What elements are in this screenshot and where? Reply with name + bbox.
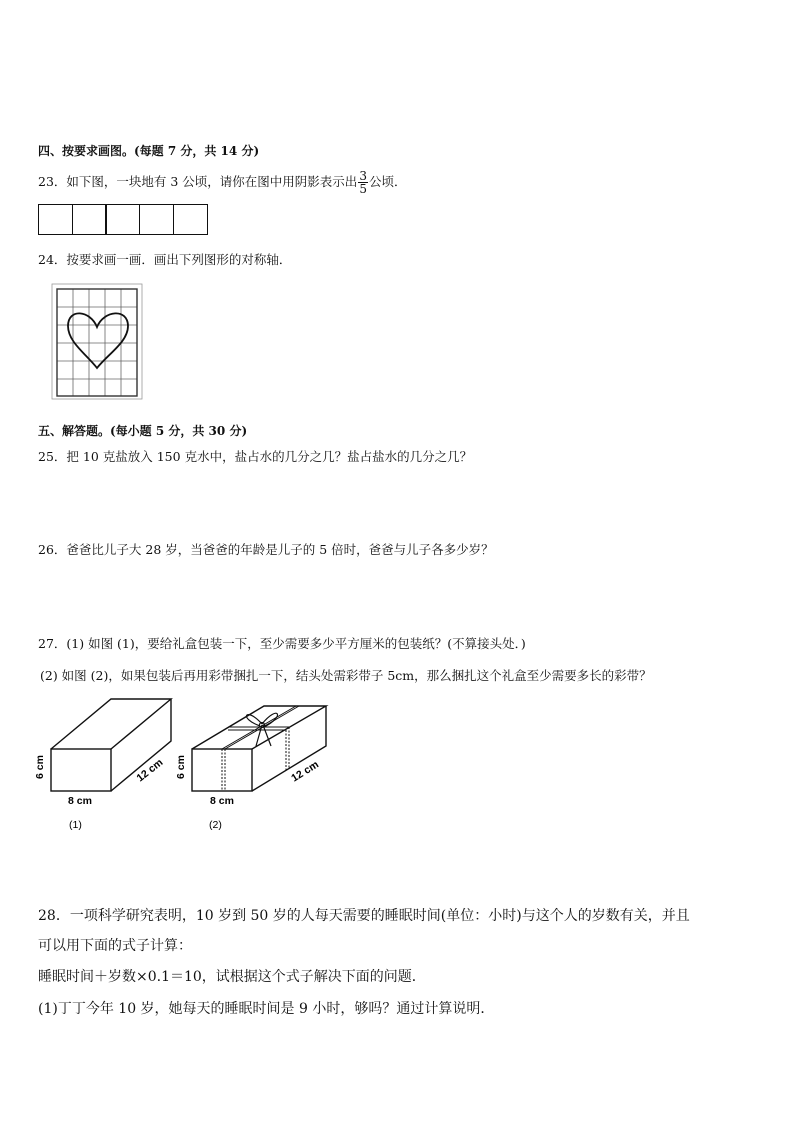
land-cell [139,204,174,235]
land-cell [105,204,140,235]
question-25: 25．把 10 克盐放入 150 克水中，盐占水的几分之几？盐占盐水的几分之几？ [38,449,473,464]
box2-caption: (2) [209,819,222,831]
land-cell [173,204,208,235]
box1-depth-label: 12 cm [134,756,166,785]
question-24: 24．按要求画一画．画出下列图形的对称轴． [38,252,292,267]
land-cell [72,204,107,235]
question-26: 26．爸爸比儿子大 28 岁，当爸爸的年龄是儿子的 5 倍时，爸爸与儿子各多少岁？ [38,542,494,557]
box2-width-label: 8 cm [210,795,234,807]
fraction-three-fifths [358,170,368,195]
fraction-numerator: 3 [359,169,367,183]
question-23-unit: 公顷． [368,174,407,189]
question-27-part-1: 27．(1) 如图 (1)，要给礼盒包装一下，至少需要多少平方厘米的包装纸？(不算接头处．) [38,636,526,651]
gift-box-figure-2 [176,694,336,834]
box1-caption: (1) [69,819,82,831]
gift-box-figure-1 [36,694,186,834]
question-28-line-4: (1)丁丁今年 10 岁，她每天的睡眠时间是 9 小时，够吗？通过计算说明． [38,1001,495,1017]
box1-width-label: 8 cm [68,795,92,807]
box1-height-label: 6 cm [34,755,46,779]
box2-depth-label: 12 cm [289,758,321,785]
box2-height-label: 6 cm [175,755,187,779]
section-5-heading: 五、解答题。(每小题 5 分，共 30 分) [38,424,248,438]
question-28-line-2: 可以用下面的式子计算： [38,938,192,954]
question-28-line-3: 睡眠时间＋岁数×0.1＝10，试根据这个式子解决下面的问题． [38,969,426,985]
land-cell [38,204,73,235]
question-27-part-2: (2) 如图 (2)，如果包装后再用彩带捆扎一下，结头处需彩带子 5cm，那么捆扎这个礼盒至少需要多长的彩带？ [40,668,652,683]
heart-shape [68,313,128,368]
question-23-text: 23．如下图，一块地有 3 公顷，请你在图中用阴影表示出 [38,174,358,189]
fraction-denominator: 5 [359,182,367,196]
grid-lines [57,289,137,396]
question-28-line-1: 28．一项科学研究表明，10 岁到 50 岁的人每天需要的睡眠时间(单位：小时)与这个人的岁数有关，并且 [38,908,690,924]
heart-grid-figure [50,284,146,400]
question-23 [38,170,406,195]
section-4-heading: 四、按要求画图。(每题 7 分，共 14 分) [38,144,260,158]
land-grid [38,204,208,235]
